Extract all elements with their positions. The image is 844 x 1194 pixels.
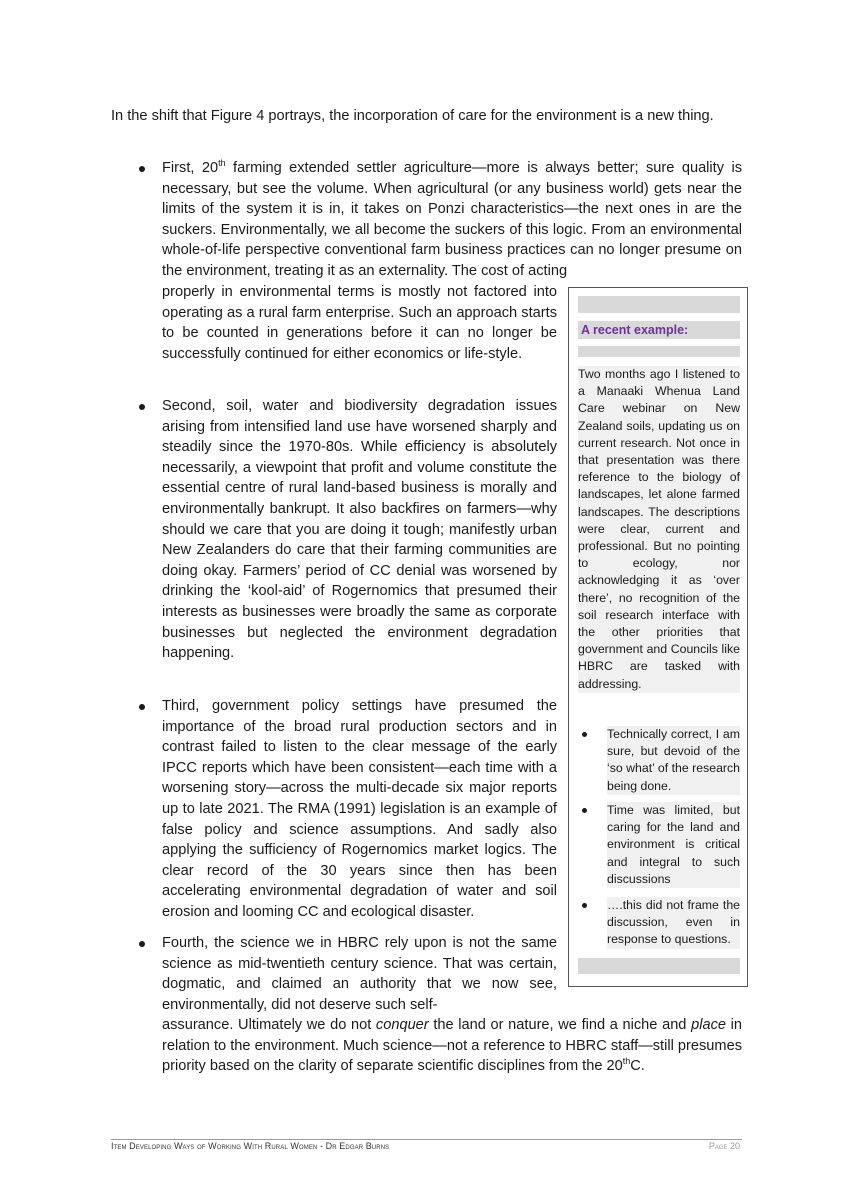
bullet-first-text-wide [162, 158, 742, 282]
text-run: the land or nature, we find a niche and [428, 1017, 692, 1033]
sidebar-list-item-text: Technically correct, I am sure, but devoid of the ‘so what’ of the research being done. [607, 726, 740, 795]
bullet-dot [582, 732, 587, 737]
bullet-fourth-text-wide [162, 1015, 742, 1077]
bullet-dot [139, 404, 145, 410]
footer-title: Item Developing Ways of Working With Rural Women - Dr Edgar Burns [111, 1141, 390, 1151]
bullet-dot [139, 704, 145, 710]
emphasis: place [691, 1017, 726, 1033]
sidebar-title: A recent example: [581, 323, 689, 337]
bullet-second-text: Second, soil, water and biodiversity degradation issues arising from intensified land use have worsened sharply and steadily since the 1970-80s. While efficiency is absolutely necessarily, a viewpoint that profit and volume constitute the essential centre of rural land-based business is morally and environmentally bankrupt. It also backfires on farmers—why should we care that you are doing it tough; manifestly urban New Zealanders do care that their farming communities are doing okay. Farmers’ period of CC denial was worsened by drinking the ‘kool-aid’ of Rogernomics that presumed their interests as businesses were broadly the same as corporate businesses but neglected the environment degradation happening. [162, 398, 557, 662]
bullet-dot [582, 903, 587, 908]
sidebar-box [568, 287, 748, 987]
sidebar-shade-bar [578, 346, 740, 357]
text-run: C. [630, 1058, 645, 1075]
sidebar-list-item-text: Time was limited, but caring for the land and environment is critical and integral to such discussions [607, 802, 740, 888]
superscript: th [218, 158, 226, 169]
intro-paragraph: In the shift that Figure 4 portrays, the incorporation of care for the environment is a new thing. [111, 108, 714, 124]
bullet-first-text-narrow: properly in environmental terms is mostly not factored into operating as a rural farm enterprise. Such an approach starts to be counted in generations before it can no longer be successfully continued for either economics or life-style. [162, 284, 557, 362]
bullet-third-text: Third, government policy settings have presumed the importance of the broad rural production sectors and in contrast failed to listen to the clear message of the early IPCC reports which have been consistent—each time with a worsening story—across the multi-decade six major reports up to late 2021. The RMA (1991) legislation is an example of false policy and science assumptions. And sadly also applying the sufficiency of Rogernomics market logics. The clear record of the 30 years since then has been accelerating environmental degradation of water and soil erosion and looming CC and ecological disaster. [162, 698, 557, 920]
page-number: Page 20 [708, 1141, 740, 1151]
sidebar-body-text: Two months ago I listened to a Manaaki Whenua Land Care webinar on New Zealand soils, updating us on current research. Not once in that presentation was there reference to the biology of landscapes, let alone farmed landscapes. The descriptions were clear, current and professional. But no pointing to ecology, nor acknowledging it as ‘over there’, no recognition of the soil research interface with the other priorities that government and Councils like HBRC are tasked with addressing. [578, 366, 740, 693]
text-run: in relation to the environment. Much science—not a reference to HBRC staff—still presumes priority based on the clarity of separate scientific disciplines from the 20 [162, 1017, 743, 1075]
emphasis: conquer [375, 1017, 429, 1033]
sidebar-list-item-text: ….this did not frame the discussion, even in response to questions. [607, 897, 740, 949]
bullet-dot [582, 808, 587, 813]
bullet-dot [139, 166, 145, 172]
superscript: th [622, 1056, 631, 1067]
bullet-fourth-text-narrow: Fourth, the science we in HBRC rely upon is not the same science as mid-twentieth century science. That was certain, dogmatic, and claimed an authority that we now see, environmentally, did not deserve such self- [162, 935, 557, 1013]
sidebar-shade-bar [578, 958, 740, 974]
bullet-dot [139, 941, 145, 947]
text-run: assurance. Ultimately we do not [162, 1017, 376, 1033]
text-run: farming extended settler agriculture—more is always better; sure quality is necessary, but see the volume. When agricultural (or any business world) gets near the limits of the system it is in, it takes on Ponzi characteristics—the next ones in are the suckers. Environmentally, we all become the suckers of this logic. From an environmental whole-of-life perspective conventional farm business practices can no longer presume on the environment, treating it as an externality. The cost of acting [162, 160, 742, 279]
sidebar-shade-bar [578, 296, 740, 313]
footer-rule [111, 1139, 742, 1140]
text-run: First, 20 [162, 160, 219, 176]
